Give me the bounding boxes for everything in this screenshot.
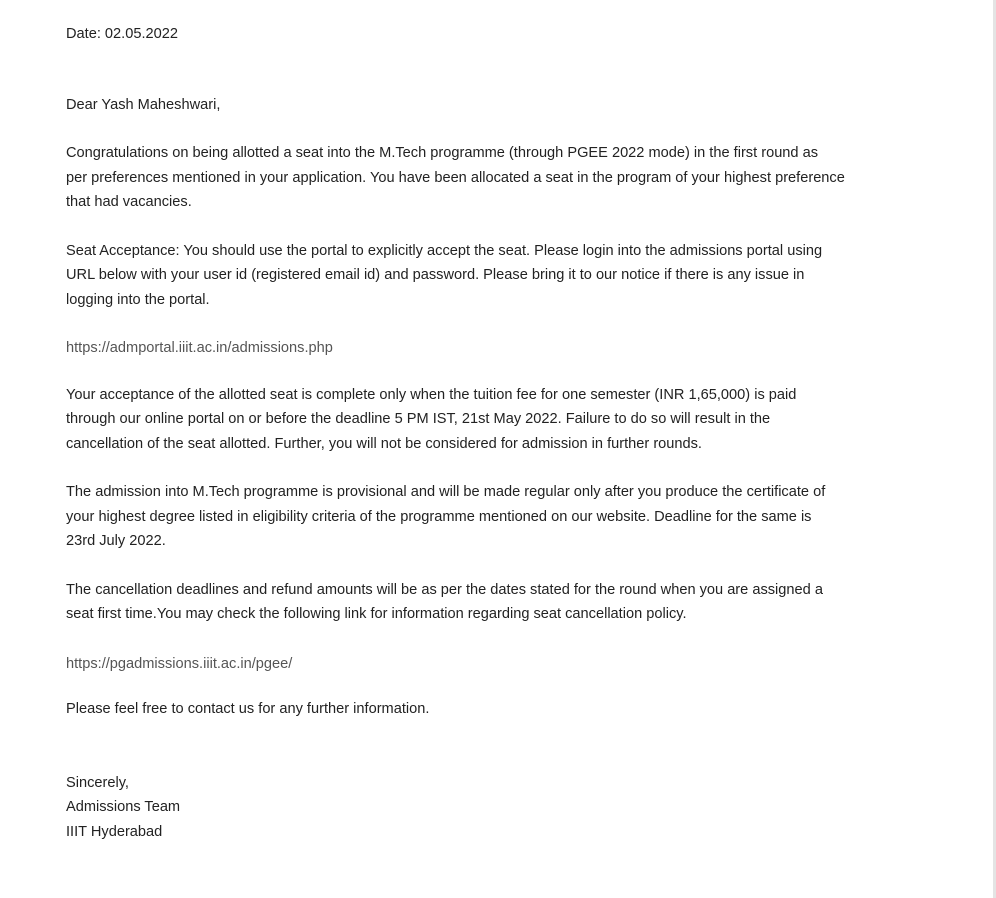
paragraph-line: Your acceptance of the allotted seat is complete only when the tuition fee for one semester (INR 1,65,000) is paid <box>66 386 797 403</box>
paragraph-line: The admission into M.Tech programme is provisional and will be made regular only after you produce the certificate of <box>66 484 826 500</box>
signature-institute: IIIT Hyderabad <box>66 823 163 840</box>
closing-note: Please feel free to contact us for any further information. <box>66 701 430 717</box>
provisional-admission-paragraph <box>66 480 916 554</box>
pgee-link[interactable]: https://pgadmissions.iiit.ac.in/pgee/ <box>66 655 293 672</box>
letter-body <box>66 22 916 844</box>
paragraph-line: 23rd July 2022. <box>66 533 166 549</box>
paragraph-line: your highest degree listed in eligibility criteria of the programme mentioned on our website. Deadline for the same is <box>66 508 812 525</box>
paragraph-line: per preferences mentioned in your application. You have been allocated a seat in the program of your highest preference <box>66 169 845 186</box>
paragraph-line: Seat Acceptance: You should use the portal to explicitly accept the seat. Please login into the admissions portal using <box>66 242 823 259</box>
paragraph-line: seat first time.You may check the following link for information regarding seat cancellation policy. <box>66 606 687 622</box>
paragraph-line: Congratulations on being allotted a seat into the M.Tech programme (through PGEE 2022 mode) in the first round as <box>66 145 819 161</box>
paragraph-line: logging into the portal. <box>66 291 210 308</box>
paragraph-line: through our online portal on or before the deadline 5 PM IST, 21st May 2022. Failure to do so will result in the <box>66 411 771 427</box>
paragraph-line: The cancellation deadlines and refund amounts will be as per the dates stated for the round when you are assigned a <box>66 581 823 598</box>
admissions-portal-link[interactable]: https://admportal.iiit.ac.in/admissions.php <box>66 340 333 356</box>
salutation: Dear Yash Maheshwari, <box>66 96 221 113</box>
letter-date: Date: 02.05.2022 <box>66 26 178 42</box>
paragraph-line: cancellation of the seat allotted. Further, you will not be considered for admission in further rounds. <box>66 435 702 452</box>
seat-acceptance-paragraph <box>66 239 916 313</box>
signoff: Sincerely, <box>66 774 129 791</box>
cancellation-paragraph <box>66 578 916 627</box>
fee-paragraph <box>66 383 916 457</box>
signature-team: Admissions Team <box>66 799 181 815</box>
congratulations-paragraph <box>66 141 916 215</box>
paragraph-line: that had vacancies. <box>66 194 192 210</box>
paragraph-line: URL below with your user id (registered email id) and password. Please bring it to our notice if there is any issue in <box>66 267 805 283</box>
